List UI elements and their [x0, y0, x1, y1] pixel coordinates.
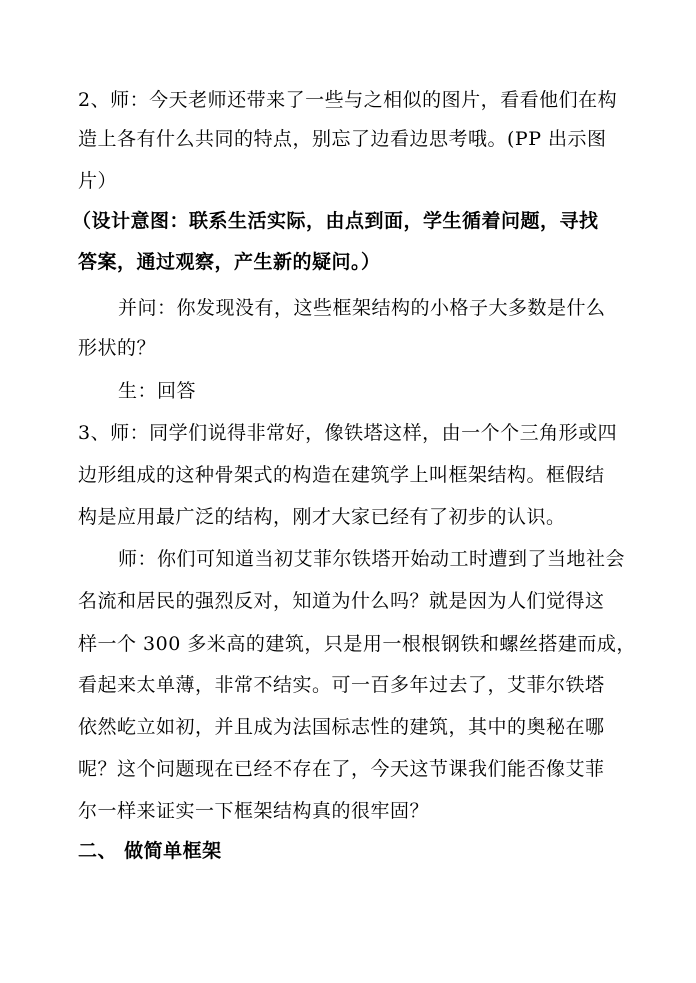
paragraph-line: 造上各有什么共同的特点，别忘了边看边思考哦。(PP 出示图 [78, 128, 607, 150]
paragraph-line: 样一个 300 多米高的建筑，只是用一根根钢铁和螺丝搭建而成， [78, 633, 636, 655]
paragraph-line: 构是应用最广泛的结构，刚才大家已经有了初步的认识。 [78, 506, 566, 528]
paragraph-line: 依然屹立如初，并且成为法国标志性的建筑，其中的奥秘在哪 [78, 716, 605, 738]
paragraph-line: 名流和居民的强烈反对，知道为什么吗？就是因为人们觉得这 [78, 590, 605, 612]
section-heading: 二、 做简单框架 [78, 840, 222, 862]
question-line: 并问：你发现没有，这些框架结构的小格子大多数是什么 [118, 297, 606, 319]
paragraph-line: 呢？这个问题现在已经不存在了，今天这节课我们能否像艾菲 [78, 758, 605, 780]
paragraph-line: 片） [78, 170, 118, 192]
question-line: 形状的？ [78, 337, 157, 359]
paragraph-line: 尔一样来证实一下框架结构真的很牢固？ [78, 800, 430, 822]
paragraph-line: 3、师：同学们说得非常好，像铁塔这样，由一个个三角形或四 [78, 422, 618, 444]
design-intent-line: 答案，通过观察，产生新的疑问。） [78, 251, 381, 273]
design-intent-line: （设计意图：联系生活实际，由点到面，学生循着问题，寻找 [72, 210, 599, 232]
paragraph-line: 看起来太单薄，非常不结实。可一百多年过去了，艾菲尔铁塔 [78, 674, 605, 696]
paragraph-line: 2、师：今天老师还带来了一些与之相似的图片，看看他们在构 [78, 89, 618, 111]
paragraph-line: 师：你们可知道当初艾菲尔铁塔开始动工时遭到了当地社会 [118, 548, 626, 570]
student-answer-line: 生：回答 [118, 380, 197, 402]
paragraph-line: 边形组成的这种骨架式的构造在建筑学上叫框架结构。框假结 [78, 464, 605, 486]
